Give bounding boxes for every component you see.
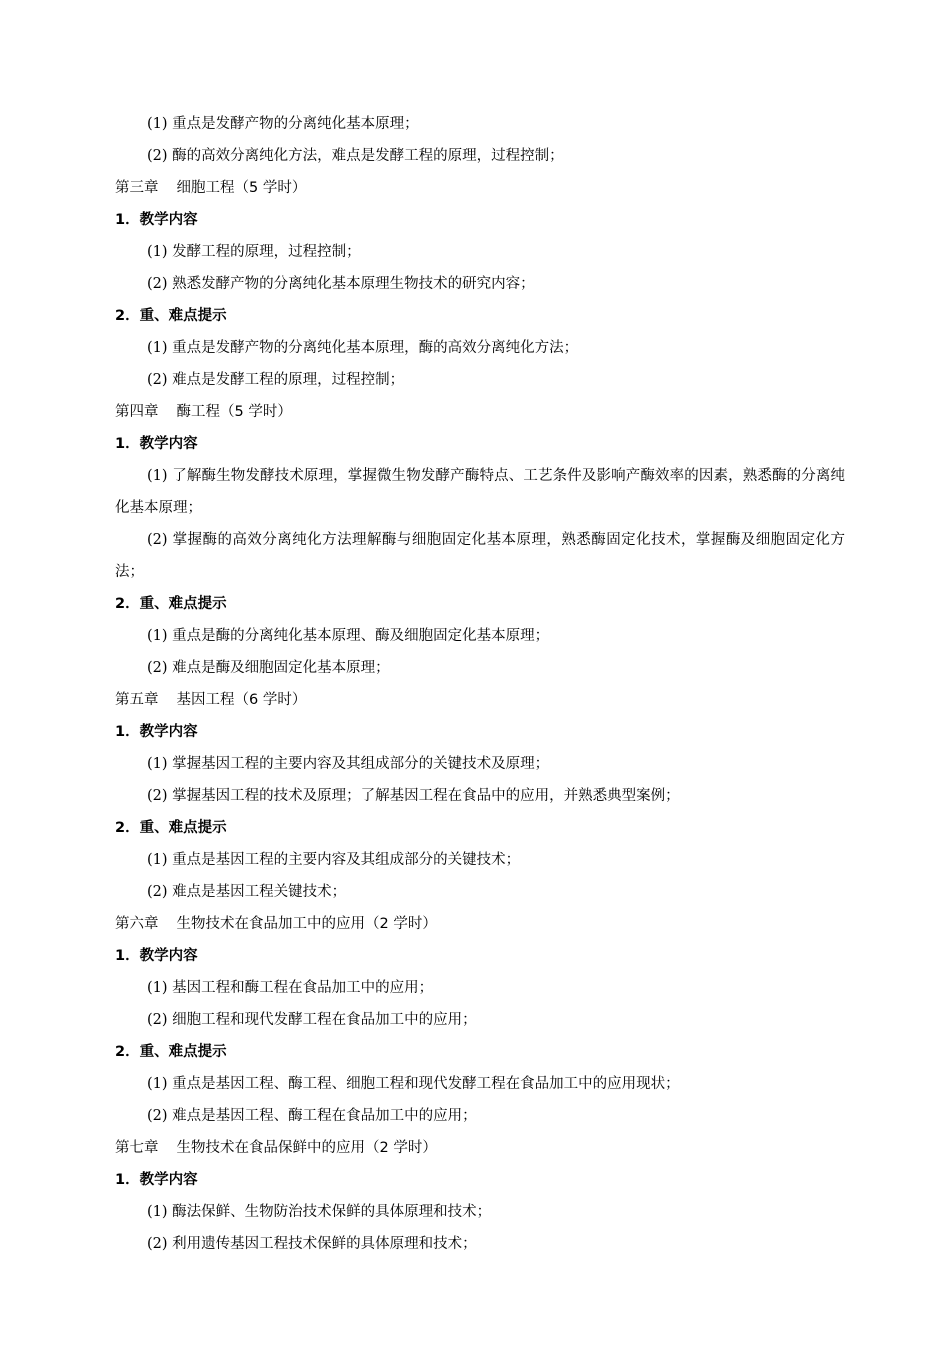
list-item: (2) 细胞工程和现代发酵工程在食品加工中的应用； [147,1012,477,1028]
list-item: (1) 掌握基因工程的主要内容及其组成部分的关键技术及原理； [147,756,550,772]
chapter-number: 第七章 [115,1140,159,1156]
section-heading: 1．教学内容 [115,1172,198,1188]
paragraph: (2) 掌握酶的高效分离纯化方法理解酶与细胞固定化基本原理，熟悉酶固定化技术，掌握酶及细胞固定化方法； [115,532,845,580]
section-heading: 2．重、难点提示 [115,1044,227,1060]
chapter-heading [115,1132,845,1164]
chapter-number: 第六章 [115,916,159,932]
chapter-number: 第四章 [115,404,159,420]
chapter-number: 第三章 [115,180,159,196]
chapter-title: 生物技术在食品加工中的应用（2 学时） [176,916,437,932]
list-item: (2) 难点是发酵工程的原理，过程控制； [147,372,405,388]
chapter-title: 细胞工程（5 学时） [176,180,307,196]
list-item: (1) 重点是基因工程的主要内容及其组成部分的关键技术； [147,852,521,868]
chapter-title: 生物技术在食品保鲜中的应用（2 学时） [176,1140,437,1156]
list-item: (1) 重点是发酵产物的分离纯化基本原理，酶的高效分离纯化方法； [147,340,579,356]
chapter-heading [115,396,845,428]
chapter-title: 基因工程（6 学时） [176,692,307,708]
list-item: (2) 难点是酶及细胞固定化基本原理； [147,660,390,676]
syllabus-content [115,108,845,1260]
section-heading: 2．重、难点提示 [115,308,227,324]
paragraph: (1) 了解酶生物发酵技术原理，掌握微生物发酵产酶特点、工艺条件及影响产酶效率的因素，熟悉酶的分离纯化基本原理； [115,468,845,516]
chapter-heading [115,684,845,716]
chapter-heading [115,908,845,940]
list-item: (1) 发酵工程的原理，过程控制； [147,244,361,260]
list-item: (2) 掌握基因工程的技术及原理；了解基因工程在食品中的应用，并熟悉典型案例； [147,788,680,804]
list-item: (1) 重点是发酵产物的分离纯化基本原理； [147,116,419,132]
list-item: (2) 难点是基因工程关键技术； [147,884,347,900]
chapter-heading [115,172,845,204]
section-heading: 1．教学内容 [115,948,198,964]
list-item: (2) 难点是基因工程、酶工程在食品加工中的应用； [147,1108,477,1124]
section-heading: 1．教学内容 [115,724,198,740]
list-item: (2) 酶的高效分离纯化方法，难点是发酵工程的原理，过程控制； [147,148,564,164]
list-item: (2) 熟悉发酵产物的分离纯化基本原理生物技术的研究内容； [147,276,535,292]
list-item: (1) 酶法保鲜、生物防治技术保鲜的具体原理和技术； [147,1204,492,1220]
section-heading: 1．教学内容 [115,436,198,452]
list-item: (1) 重点是酶的分离纯化基本原理、酶及细胞固定化基本原理； [147,628,550,644]
chapter-number: 第五章 [115,692,159,708]
section-heading: 2．重、难点提示 [115,820,227,836]
section-heading: 1．教学内容 [115,212,198,228]
chapter-title: 酶工程（5 学时） [176,404,292,420]
list-item: (2) 利用遗传基因工程技术保鲜的具体原理和技术； [147,1236,477,1252]
list-item: (1) 重点是基因工程、酶工程、细胞工程和现代发酵工程在食品加工中的应用现状； [147,1076,680,1092]
list-item: (1) 基因工程和酶工程在食品加工中的应用； [147,980,434,996]
section-heading: 2．重、难点提示 [115,596,227,612]
